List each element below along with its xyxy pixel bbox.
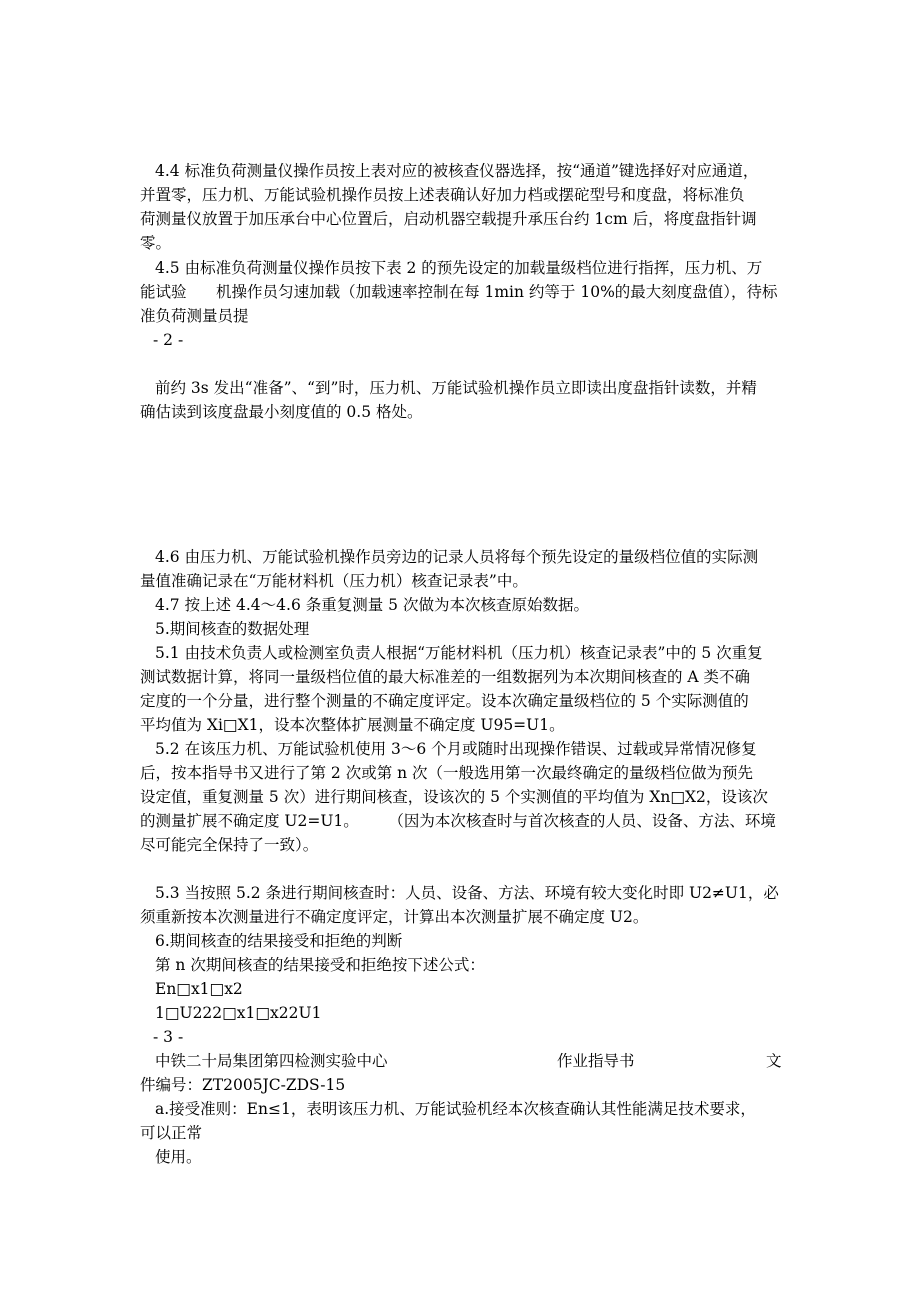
formula-intro: 第 n 次期间核查的结果接受和拒绝按下述公式：	[155, 956, 485, 974]
paragraph-5-3-line-1: 5.3 当按照 5.2 条进行期间核查时：人员、设备、方法、环境有较大变化时即 U2≠U1，必	[155, 884, 779, 902]
header-file-number: 件编号：ZT2005JC-ZDS-15	[140, 1076, 346, 1094]
paragraph-5-2-line-5: 尽可能完全保持了一致）。	[140, 836, 319, 854]
acceptance-criterion-line-2: 可以正常	[140, 1124, 203, 1142]
paragraph-5-2-line-3: 设定值，重复测量 5 次）进行期间核查，设该次的 5 个实测值的平均值为 Xn□X2，设该次	[140, 788, 768, 806]
paragraph-5-1-line-2: 测试数据计算，将同一量级档位值的最大标准差的一组数据列为本次期间核查的 A 类不确	[140, 668, 751, 686]
paragraph-cont-line-1: 前约 3s 发出“准备”、“到”时，压力机、万能试验机操作员立即读出度盘指针读数，并精	[155, 379, 757, 397]
acceptance-criterion-line-1: a.接受准则：En≤1，表明该压力机、万能试验机经本次核查确认其性能满足技术要求，	[155, 1100, 756, 1118]
paragraph-5-1-line-4: 平均值为 Xi□X1，设本次整体扩展测量不确定度 U95=U1。	[140, 716, 565, 734]
acceptance-criterion-line-3: 使用。	[155, 1148, 202, 1166]
paragraph-4-4-line-2: 并置零，压力机、万能试验机操作员按上述表确认好加力档或摆砣型号和度盘，将标准负	[140, 186, 745, 204]
header-file-label: 文	[766, 1052, 782, 1070]
paragraph-4-5-line-1: 4.5 由标准负荷测量仪操作员按下表 2 的预先设定的加载量级档位进行指挥，压力机、万	[155, 259, 763, 277]
paragraph-4-5-line-2: 能试验 机操作员匀速加载（加载速率控制在每 1min 约等于 10%的最大刻度盘值），待标	[140, 283, 778, 301]
paragraph-4-4-line-4: 零。	[140, 234, 172, 252]
formula-line-2: 1□U222□x1□x22U1	[155, 1004, 322, 1022]
paragraph-4-6-line-1: 4.6 由压力机、万能试验机操作员旁边的记录人员将每个预先设定的量级档位值的实际测	[155, 548, 759, 566]
paragraph-5-1-line-3: 定度的一个分量，进行整个测量的不确定度评定。设本次确定量级档位的 5 个实际测值的	[140, 692, 749, 710]
paragraph-5-2-line-2: 后，按本指导书又进行了第 2 次或第 n 次（一般选用第一次最终确定的量级档位做为预先	[140, 764, 754, 782]
paragraph-4-5-line-3: 准负荷测量员提	[140, 307, 249, 325]
section-6-heading: 6.期间核查的结果接受和拒绝的判断	[155, 932, 403, 950]
paragraph-5-3-line-2: 须重新按本次测量进行不确定度评定，计算出本次测量扩展不确定度 U2。	[140, 908, 649, 926]
paragraph-5-2-line-4: 的测量扩展不确定度 U2=U1。 （因为本次核查时与首次核查的人员、设备、方法、环境	[140, 812, 776, 830]
header-organization: 中铁二十局集团第四检测实验中心	[155, 1052, 388, 1070]
paragraph-4-7: 4.7 按上述 4.4～4.6 条重复测量 5 次做为本次核查原始数据。	[155, 596, 589, 614]
paragraph-4-4-line-1: 4.4 标准负荷测量仪操作员按上表对应的被核查仪器选择，按“通道”键选择好对应通道，	[155, 162, 759, 180]
paragraph-5-2-line-1: 5.2 在该压力机、万能试验机使用 3～6 个月或随时出现操作错误、过载或异常情况修复	[155, 740, 757, 758]
paragraph-5-1-line-1: 5.1 由技术负责人或检测室负责人根据“万能材料机（压力机）核查记录表”中的 5 次重复	[155, 644, 763, 662]
formula-line-1: En□x1□x2	[155, 980, 243, 998]
paragraph-4-4-line-3: 荷测量仪放置于加压承台中心位置后，启动机器空载提升承压台约 1cm 后，将度盘指针调	[140, 210, 757, 228]
page-number-2: - 2 -	[153, 331, 184, 349]
paragraph-cont-line-2: 确估读到该度盘最小刻度值的 0.5 格处。	[140, 403, 423, 421]
section-5-heading: 5.期间核查的数据处理	[155, 620, 310, 638]
paragraph-4-6-line-2: 量值准确记录在“万能材料机（压力机）核查记录表”中。	[140, 572, 528, 590]
page-number-3: - 3 -	[153, 1028, 184, 1046]
header-doc-title: 作业指导书	[557, 1052, 635, 1070]
